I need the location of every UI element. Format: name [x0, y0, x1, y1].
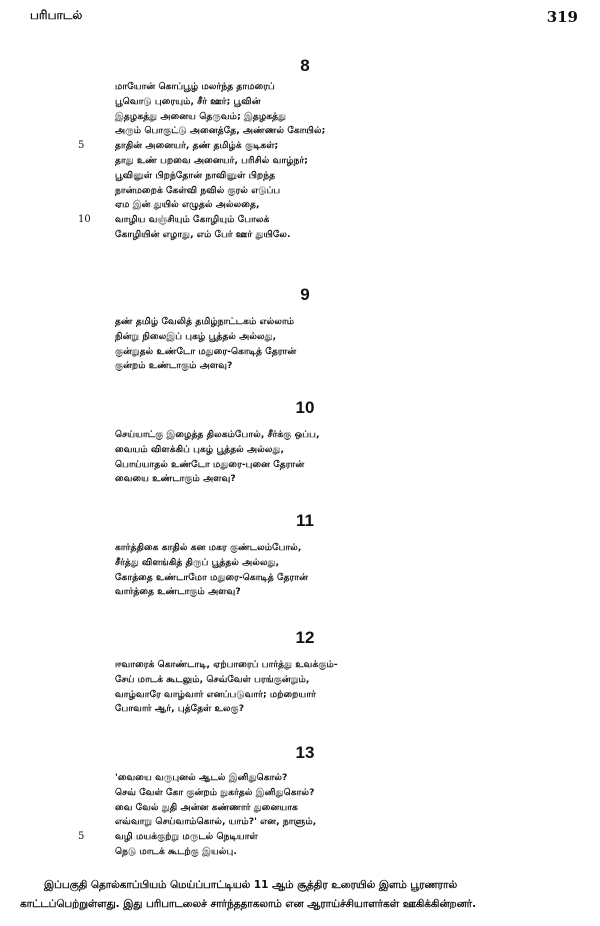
- poem-number: 9: [300, 285, 310, 304]
- line-number: 10: [78, 214, 91, 226]
- verse-line: சீர்த்து விளங்கித் திருப் பூத்தல் அல்லது,: [115, 556, 280, 568]
- line-number: 5: [78, 831, 85, 843]
- verse-line: குன்றுதல் உண்டோ மதுரை-கொடித் தேரான்: [115, 345, 297, 357]
- verse-lines: [115, 541, 495, 600]
- verse-lines: [115, 315, 495, 374]
- poem-13: [78, 743, 495, 860]
- poem-number: 8: [300, 56, 310, 75]
- verse-line: குன்றம் உண்டாகும் அளவு?: [115, 360, 233, 372]
- verse-line: பூவினுள் பிறந்தோன் நாவினுள் பிறந்த: [115, 169, 276, 181]
- running-title: பரிபாடல்: [30, 8, 83, 22]
- poem-number: 11: [296, 511, 314, 530]
- verse-line: கோத்தை உண்டாமோ மதுரை-கொடித் தேரான்: [115, 571, 309, 583]
- verse-line: 5 தாதின் அனையர், தண் தமிழ்க் குடிகள்;: [115, 139, 495, 154]
- poem-10: [115, 398, 495, 487]
- verse-line: நான்மறைக் கேள்வி நவில் குரல் எடுப்ப: [115, 184, 281, 196]
- verse-line: ஏம இன் துயில் எழுதல் அல்லதை,: [115, 199, 260, 211]
- verse-line: வையை உண்டாகும் அளவு?: [115, 473, 236, 485]
- verse-lines: [115, 658, 495, 717]
- poem-8: [78, 56, 495, 243]
- poem-11: [115, 511, 495, 600]
- line-number: 5: [78, 140, 85, 152]
- verse-line: அரும் பொகுட்டு அனைத்தே, அண்ணல் கோயில்;: [115, 125, 326, 137]
- verse-line: வையம் விளக்கிப் புகழ் பூத்தல் அல்லது,: [115, 443, 284, 455]
- verse-line: 'வையை வருபுனல் ஆடல் இனிதுகொல்?: [115, 772, 288, 783]
- prose-line: காட்டப்பெற்றுள்ளது. இது பரிபாடலைச் சார்ந்ததாகலாம் என ஆராய்ச்சியாளர்கள் ஊகிக்கின்றனர்.: [20, 898, 477, 910]
- verse-line: 5 வழி மயக்குற்று மருடல் நெடியாள்: [115, 830, 495, 845]
- verse-line: மாயோன் கொப்பூழ் மலர்ந்த தாமரைப்: [115, 81, 275, 92]
- poem-number: 12: [295, 628, 315, 647]
- verse-line: வார்த்தை உண்டாகும் அளவு?: [115, 586, 241, 598]
- verse-line: 10 வாழிய வஞ்சியும் கோழியும் போலக்: [115, 213, 495, 228]
- verse-line: நெடு மாடக் கூடற்கு இயல்பு.: [115, 845, 237, 857]
- page-number: 319: [546, 8, 578, 26]
- verse-line: செய்யாட்கு இழைத்த திலகம்போல், சீர்க்கு ஒப்ப,: [115, 429, 320, 440]
- verse-lines: [78, 80, 495, 243]
- poem-12: [115, 628, 495, 717]
- verse-line: நின்று நிலைஇப் புகழ் பூத்தல் அல்லது,: [115, 330, 277, 342]
- verse-line: தாது உண் பறவை அனையர், பரிசில் வாழ்நர்;: [115, 154, 308, 166]
- poem-number: 13: [295, 743, 315, 762]
- verse-line: பூவொடு புரையும், சீர் ஊர்; பூவின்: [115, 95, 261, 107]
- verse-line: வை வேல் நுதி அன்ன கண்ணார் துனையாக: [115, 801, 298, 813]
- poem-9: [115, 285, 495, 374]
- verse-line: ஈவாரைக் கொண்டாடி, ஏற்பாரைப் பார்த்து உவக்கும்-: [115, 659, 338, 670]
- verse-line: எவ்வாறு செய்வாம்கொல், யாம்?' என, நாளும்,: [115, 816, 317, 828]
- verse-line: போவார் ஆர், புத்தேள் உலகு?: [115, 703, 245, 715]
- verse-line: பொய்யாதல் உண்டோ மதுரை-புனை தேரான்: [115, 458, 305, 470]
- prose-note: [20, 876, 585, 914]
- poem-number: 10: [295, 398, 315, 417]
- verse-line: இதழகத்து அனைய தெருவம்; இதழகத்து: [115, 110, 287, 122]
- verse-line: சேய் மாடக் கூடலும், செவ்வேள் பரங்குன்றும்,: [115, 673, 310, 685]
- verse-line: கார்த்திகை காதில் கன மகர குண்டலம்போல்,: [115, 542, 302, 553]
- verse-line: கோழியின் எழாது, எம் பேர் ஊர் துயிலே.: [115, 228, 291, 240]
- verse-lines: [115, 428, 495, 487]
- verse-lines: [78, 771, 495, 860]
- prose-line: இப்பகுதி தொல்காப்பியம் மெய்ப்பாட்டியல் 11 ஆம் சூத்திர உரையில் இளம் பூரணரால்: [44, 879, 458, 891]
- verse-line: தண் தமிழ் வேலித் தமிழ்நாட்டகம் எல்லாம்: [115, 316, 295, 327]
- verse-line: வாழ்வாரே வாழ்வார் எனப்படுவார்; மற்றையார்: [115, 688, 316, 700]
- verse-line: செவ் வேள் கோ குன்றம் நுகர்தல் இனிதுகொல்?: [115, 786, 315, 798]
